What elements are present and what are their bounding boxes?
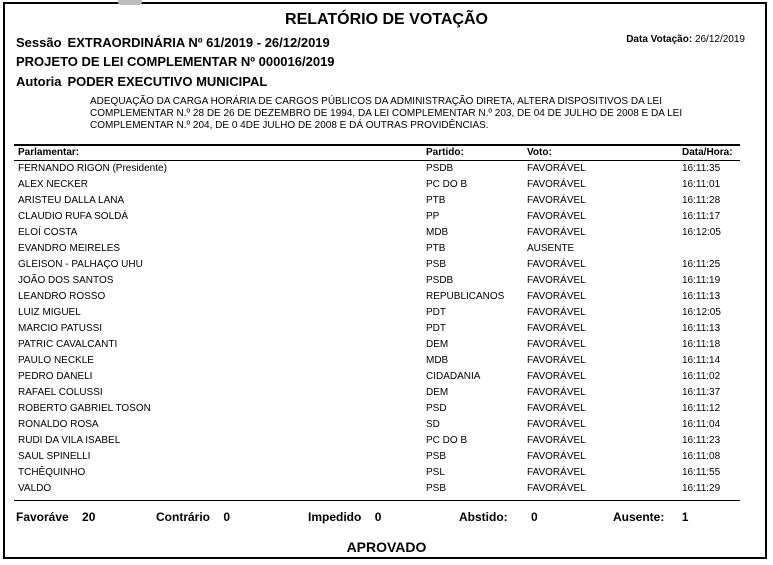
parlamentar-name: JOÃO DOS SANTOS [18,275,114,286]
partido-cell: PDT [426,323,446,334]
voto-cell: FAVORÁVEL [527,483,586,494]
table-row [14,449,740,465]
data-votacao-value: 26/12/2019 [694,34,745,45]
ausente-value: 1 [681,510,689,524]
abstido-label: Abstido: [459,510,508,524]
parlamentar-name: VALDO [18,483,52,494]
impedido-label: Impedido [308,510,362,524]
table-row [14,289,740,305]
hora-cell: 16:11:08 [682,451,721,462]
autoria-value: PODER EXECUTIVO MUNICIPAL [67,74,268,89]
table-row [14,433,740,449]
parlamentar-name: RUDI DA VILA ISABEL [18,435,121,446]
table-bottom-divider [14,500,740,501]
ementa-line: COMPLEMENTAR N.º 28 DE 26 DE DEZEMBRO DE 1994, DA LEI COMPLEMENTAR N.º 203, DE 04 DE JULHO DE 2008 E DA LEI [90,108,683,119]
partido-cell: PSB [426,483,447,494]
contrario-value: 0 [223,510,231,524]
voto-cell: FAVORÁVEL [527,451,586,462]
parlamentar-name: LUIZ MIGUEL [18,307,81,318]
table-row [14,161,740,177]
hora-cell: 16:11:12 [682,403,721,414]
hora-cell: 16:11:14 [682,355,721,366]
partido-cell: SD [426,419,440,430]
partido-cell: PC DO B [426,435,468,446]
projeto-title: PROJETO DE LEI COMPLEMENTAR Nº 000016/2019 [16,54,335,69]
parlamentar-name: GLEISON - PALHAÇO UHU [18,259,143,270]
table-row [14,369,740,385]
parlamentar-name: FERNANDO RIGON (Presidente) [18,163,167,174]
parlamentar-name: ALEX NECKER [18,179,89,190]
voto-cell: FAVORÁVEL [527,467,586,478]
table-row [14,401,740,417]
voto-cell: FAVORÁVEL [527,323,586,334]
partido-cell: PTB [426,195,446,206]
hora-cell: 16:11:28 [682,195,721,206]
hora-cell: 16:11:29 [682,483,721,494]
partido-cell: PC DO B [426,179,468,190]
hora-cell: 16:11:13 [682,291,721,302]
partido-cell: DEM [426,339,449,350]
parlamentar-name: MARCIO PATUSSI [18,323,103,334]
table-row [14,481,740,497]
voto-cell: FAVORÁVEL [527,291,586,302]
ementa [90,96,730,132]
parlamentar-name: SAUL SPINELLI [18,451,91,462]
partido-cell: PSDB [426,163,454,174]
parlamentar-name: PATRIC CAVALCANTI [18,339,118,350]
table-row [14,385,740,401]
hora-cell: 16:11:35 [682,163,721,174]
summary-favoravel [16,510,95,524]
parlamentar-name: EVANDRO MEIRELES [18,243,121,254]
sessao-label: Sessão [16,35,62,50]
header-partido: Partido: [426,147,464,158]
partido-cell: PSL [426,467,445,478]
table-row [14,353,740,369]
header-voto: Voto: [527,147,552,158]
autoria-line [16,74,267,89]
voto-cell: AUSENTE [527,243,575,254]
header-logo-fragment [118,0,142,5]
hora-cell: 16:11:25 [682,259,721,270]
table-row [14,305,740,321]
partido-cell: MDB [426,227,449,238]
voto-cell: FAVORÁVEL [527,403,586,414]
voto-cell: FAVORÁVEL [527,387,586,398]
parlamentar-name: LEANDRO ROSSO [18,291,106,302]
partido-cell: PSB [426,451,447,462]
sessao-value: EXTRAORDINÁRIA Nº 61/2019 - 26/12/2019 [67,35,330,50]
parlamentar-name: PAULO NECKLE [18,355,94,366]
parlamentar-name: TCHÊQUINHO [18,467,86,478]
parlamentar-name: RONALDO ROSA [18,419,99,430]
hora-cell: 16:11:04 [682,419,721,430]
result-status: APROVADO [346,539,427,555]
table-row [14,193,740,209]
hora-cell: 16:12:05 [682,227,721,238]
data-votacao-label: Data Votação: [626,34,693,45]
partido-cell: PDT [426,307,446,318]
table-row [14,257,740,273]
voto-cell: FAVORÁVEL [527,339,586,350]
partido-cell: PTB [426,243,446,254]
voto-cell: FAVORÁVEL [527,435,586,446]
hora-cell: 16:11:02 [682,371,721,382]
hora-cell: 16:11:55 [682,467,721,478]
partido-cell: CIDADANIA [426,371,481,382]
voto-cell: FAVORÁVEL [527,195,586,206]
report-title: RELATÓRIO DE VOTAÇÃO [285,11,488,28]
header-datahora: Data/Hora: [682,147,733,158]
hora-cell: 16:11:17 [682,211,721,222]
table-row [14,417,740,433]
partido-cell: PSD [426,403,447,414]
favoravel-value: 20 [82,510,96,524]
data-votacao [626,34,745,45]
hora-cell: 16:12:05 [682,307,721,318]
table-row [14,225,740,241]
partido-cell: DEM [426,387,449,398]
hora-cell: 16:11:13 [682,323,721,334]
contrario-label: Contrário [156,510,210,524]
votes-table-body [14,161,740,497]
favoravel-label: Favoráve [16,510,69,524]
parlamentar-name: ELOÍ COSTA [18,227,78,238]
sessao-line [16,35,330,50]
voto-cell: FAVORÁVEL [527,211,586,222]
partido-cell: PSDB [426,275,454,286]
voto-cell: FAVORÁVEL [527,275,586,286]
parlamentar-name: RAFAEL COLUSSI [18,387,103,398]
partido-cell: PSB [426,259,447,270]
summary-ausente [613,510,688,524]
table-row [14,465,740,481]
summary-contrario [156,510,230,524]
summary-impedido [308,510,381,524]
parlamentar-name: ARISTEU DALLA LANA [18,195,125,206]
table-header [14,144,740,161]
voto-cell: FAVORÁVEL [527,371,586,382]
table-row [14,273,740,289]
voto-cell: FAVORÁVEL [527,419,586,430]
voto-cell: FAVORÁVEL [527,227,586,238]
parlamentar-name: CLAUDIO RUFA SOLDÁ [18,211,129,222]
autoria-label: Autoria [16,74,62,89]
voto-cell: FAVORÁVEL [527,355,586,366]
impedido-value: 0 [374,510,382,524]
header-parlamentar: Parlamentar: [18,147,80,158]
partido-cell: PP [426,211,440,222]
voto-cell: FAVORÁVEL [527,259,586,270]
hora-cell: 16:11:23 [682,435,721,446]
ausente-label: Ausente: [613,510,665,524]
ementa-line: COMPLEMENTAR N.º 204, DE 0 4DE JULHO DE 2008 E DÁ OUTRAS PROVIDÊNCIAS. [90,120,489,131]
voto-cell: FAVORÁVEL [527,179,586,190]
hora-cell: 16:11:18 [682,339,721,350]
hora-cell: 16:11:19 [682,275,721,286]
voto-cell: FAVORÁVEL [527,163,586,174]
partido-cell: MDB [426,355,449,366]
table-row [14,337,740,353]
hora-cell: 16:11:01 [682,179,721,190]
ementa-line: ADEQUAÇÃO DA CARGA HORÁRIA DE CARGOS PÚBLICOS DA ADMINISTRAÇÃO DIRETA, ALTERA DISPOSITIVOS DA LEI [90,96,662,107]
parlamentar-name: PEDRO DANELI [18,371,93,382]
table-row [14,209,740,225]
summary-abstido [459,510,538,524]
abstido-value: 0 [531,510,538,524]
table-row [14,321,740,337]
table-row [14,177,740,193]
table-row [14,241,740,257]
voto-cell: FAVORÁVEL [527,307,586,318]
partido-cell: REPUBLICANOS [426,291,505,302]
parlamentar-name: ROBERTO GABRIEL TOSON [18,403,151,414]
hora-cell: 16:11:37 [682,387,721,398]
